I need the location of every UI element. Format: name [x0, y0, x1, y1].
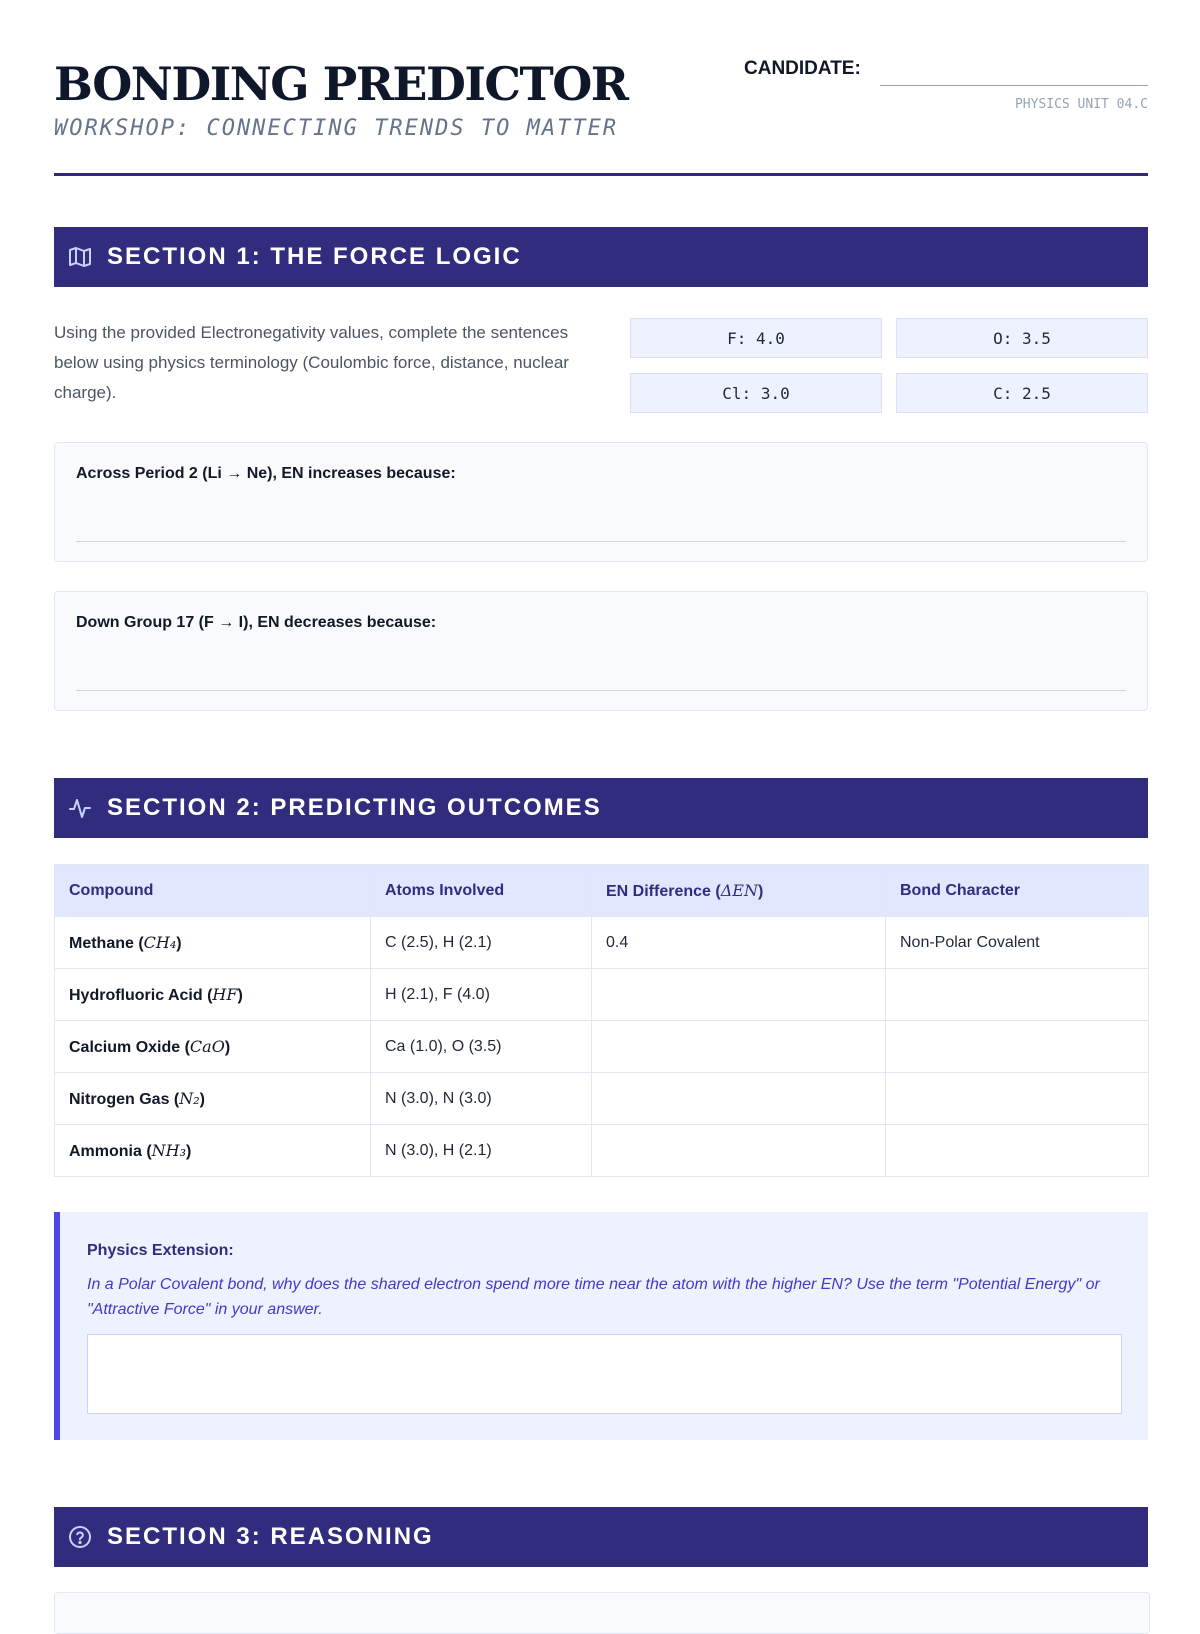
activity-icon	[67, 795, 93, 821]
column-header-bond-character: Bond Character	[886, 865, 1149, 917]
atoms-cell: N (3.0), H (2.1)	[371, 1125, 592, 1177]
en-value-carbon: C: 2.5	[896, 373, 1148, 413]
section-3-header	[54, 1507, 1148, 1567]
answer-field-period-trend[interactable]	[76, 503, 1126, 542]
compound-cell: Hydrofluoric Acid (HF)	[55, 969, 371, 1021]
bond-character-cell[interactable]	[886, 1125, 1149, 1177]
en-difference-cell[interactable]	[592, 1073, 886, 1125]
table-row	[55, 917, 1149, 969]
section-2-title: SECTION 2: PREDICTING OUTCOMES	[107, 794, 602, 821]
bond-character-cell[interactable]	[886, 969, 1149, 1021]
bond-character-cell[interactable]: Non-Polar Covalent	[886, 917, 1149, 969]
compound-cell: Methane (CH₄)	[55, 917, 371, 969]
section-2-header	[54, 778, 1148, 838]
candidate-name-field[interactable]	[880, 85, 1148, 86]
en-value-oxygen: O: 3.5	[896, 318, 1148, 358]
page-subtitle: WORKSHOP: CONNECTING TRENDS TO MATTER	[54, 116, 619, 141]
question-card-period-trend	[54, 442, 1148, 562]
answer-field-group-trend[interactable]	[76, 652, 1126, 691]
atoms-cell: H (2.1), F (4.0)	[371, 969, 592, 1021]
en-value-fluorine: F: 4.0	[630, 318, 882, 358]
bond-character-cell[interactable]	[886, 1073, 1149, 1125]
en-value-chlorine: Cl: 3.0	[630, 373, 882, 413]
extension-question: In a Polar Covalent bond, why does the shared electron spend more time near the atom with the higher EN? Use the term "Potential Energy" or "Attractive Force" in your answer.	[87, 1276, 1100, 1318]
compound-cell: Calcium Oxide (CaO)	[55, 1021, 371, 1073]
extension-label: Physics Extension:	[87, 1242, 234, 1259]
candidate-label: CANDIDATE:	[744, 58, 861, 79]
atoms-cell: C (2.5), H (2.1)	[371, 917, 592, 969]
section-1-header	[54, 227, 1148, 287]
header-divider	[54, 173, 1148, 176]
question-card-group-trend	[54, 591, 1148, 711]
column-header-atoms: Atoms Involved	[371, 865, 592, 917]
table-row	[55, 1073, 1149, 1125]
section-3-title: SECTION 3: REASONING	[107, 1523, 434, 1550]
en-difference-cell[interactable]	[592, 1125, 886, 1177]
en-difference-cell[interactable]	[592, 1021, 886, 1073]
en-difference-cell[interactable]: 0.4	[592, 917, 886, 969]
compound-cell: Nitrogen Gas (N₂)	[55, 1073, 371, 1125]
unit-code: PHYSICS UNIT 04.C	[1014, 97, 1148, 112]
column-header-compound: Compound	[55, 865, 371, 917]
atoms-cell: Ca (1.0), O (3.5)	[371, 1021, 592, 1073]
question-label-group-trend: Down Group 17 (F → I), EN decreases because:	[76, 614, 437, 631]
table-row	[55, 1125, 1149, 1177]
table-row	[55, 1021, 1149, 1073]
extension-answer-box[interactable]	[87, 1334, 1122, 1414]
help-circle-icon	[67, 1524, 93, 1550]
table-header-row	[55, 865, 1149, 917]
bond-character-cell[interactable]	[886, 1021, 1149, 1073]
map-icon	[67, 244, 93, 270]
section-1-instructions: Using the provided Electronegativity values, complete the sentences below using physics terminology (Coulombic force, distance, nuclear charge).	[54, 323, 569, 402]
section-1-title: SECTION 1: THE FORCE LOGIC	[107, 243, 522, 270]
table-row	[55, 969, 1149, 1021]
en-difference-cell[interactable]	[592, 969, 886, 1021]
question-label-period-trend: Across Period 2 (Li → Ne), EN increases because:	[76, 465, 456, 482]
compound-cell: Ammonia (NH₃)	[55, 1125, 371, 1177]
section-3-card	[54, 1592, 1150, 1634]
physics-extension-callout	[54, 1212, 1148, 1440]
atoms-cell: N (3.0), N (3.0)	[371, 1073, 592, 1125]
prediction-table	[54, 864, 1149, 1177]
page-title: BONDING PREDICTOR	[54, 57, 628, 111]
column-header-en-difference: EN Difference (ΔEN)	[592, 865, 886, 917]
